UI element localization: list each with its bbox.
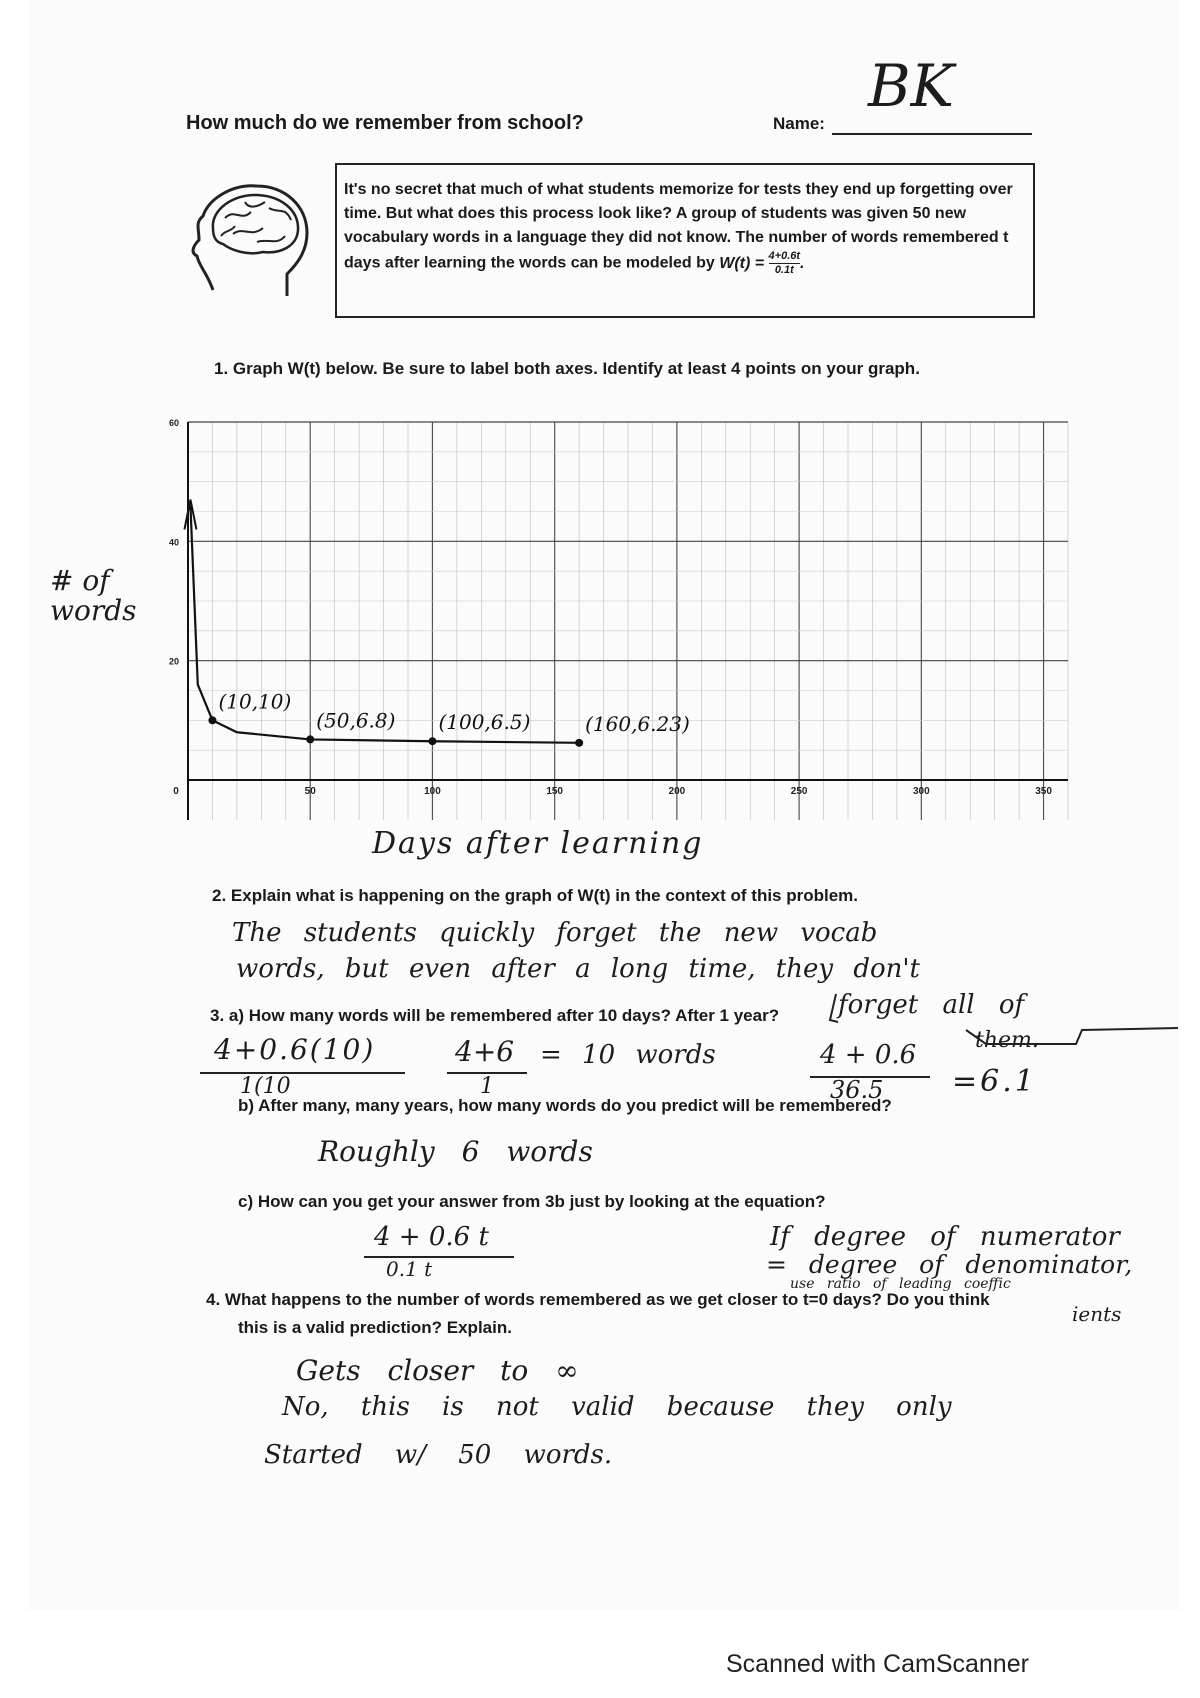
- x-tick-label: 350: [1035, 786, 1052, 797]
- answer-3c-line4: ients: [1072, 1302, 1122, 1326]
- name-line: [832, 133, 1032, 135]
- answer-3a-num3: 4 + 0.6: [820, 1040, 917, 1070]
- name-signature: BK: [868, 52, 954, 120]
- x-tick-label: 250: [790, 786, 808, 797]
- question-1: 1. Graph W(t) below. Be sure to label both axes. Identify at least 4 points on your graph.: [214, 359, 920, 378]
- answer-3a-den2: 1: [480, 1074, 494, 1099]
- data-point-label: (100,6.5): [438, 710, 531, 735]
- question-4-line1: 4. What happens to the number of words remembered as we get closer to t=0 days? Do you think: [206, 1290, 990, 1309]
- question-4-line2: this is a valid prediction? Explain.: [238, 1318, 512, 1337]
- formula-numerator: 4+0.6t: [768, 250, 801, 262]
- x-tick-label: 150: [546, 786, 564, 797]
- graph-w-of-t: [160, 410, 1080, 830]
- fraction-bar-1: [200, 1072, 405, 1074]
- data-point: [428, 737, 436, 745]
- x-tick-label: 0: [173, 786, 179, 797]
- formula-lhs: W(t) =: [719, 254, 765, 272]
- answer-2-side2: them.: [975, 1028, 1039, 1053]
- y-tick-label: 60: [168, 418, 180, 428]
- page-title: How much do we remember from school?: [186, 112, 584, 134]
- name-label: Name:: [773, 114, 825, 133]
- x-tick-label: 100: [424, 786, 441, 797]
- answer-3c-line1: If degree of numerator: [770, 1222, 1120, 1252]
- answer-3c-den: 0.1 t: [386, 1257, 433, 1281]
- answer-2-line1: The students quickly forget the new vocab: [232, 918, 878, 948]
- answer-3a-result: = 10 words: [540, 1040, 716, 1070]
- intro-paragraph: It's no secret that much of what students memorize for tests they end up forgetting over time. But what does this process look like? A group of students was given 50 new vocabulary words in a language they did not know. The number of words remembered t days after learning the words can be modeled by: [344, 181, 1013, 272]
- answer-3a-result2: =6.1: [952, 1064, 1037, 1099]
- y-tick-label: 40: [168, 537, 180, 548]
- answer-3a-num1: 4+0.6(10): [214, 1033, 376, 1066]
- answer-4-line2: No, this is not valid because they only: [282, 1392, 952, 1422]
- data-point: [306, 735, 314, 743]
- answer-3a-den1: 1(10: [240, 1074, 291, 1099]
- data-point-label: (160,6.23): [585, 711, 690, 736]
- data-point: [208, 716, 216, 724]
- answer-3a-num2: 4+6: [455, 1035, 515, 1068]
- brain-head-icon: [185, 178, 315, 303]
- x-axis-label: Days after learning: [372, 826, 704, 861]
- answer-2-side1: forget all of: [838, 990, 1025, 1020]
- data-point-label: (50,6.8): [316, 708, 396, 733]
- formula: [719, 250, 805, 276]
- question-3c: c) How can you get your answer from 3b just by looking at the equation?: [238, 1192, 826, 1211]
- formula-denominator: 0.1t: [774, 264, 794, 276]
- x-tick-label: 50: [304, 786, 316, 797]
- formula-fraction: [769, 250, 801, 277]
- x-tick-label: 300: [912, 786, 930, 797]
- scanner-watermark: Scanned with CamScanner: [726, 1650, 1029, 1678]
- intro-text: [344, 178, 1034, 277]
- question-3b: b) After many, many years, how many words do you predict will be remembered?: [238, 1096, 892, 1115]
- data-point: [575, 739, 583, 747]
- answer-3c-line2: = degree of denominator,: [766, 1250, 1133, 1279]
- answer-2-line2: words, but even after a long time, they don't: [236, 954, 920, 984]
- data-point-label: (10,10): [218, 689, 292, 714]
- y-tick-label: 20: [168, 656, 180, 667]
- formula-period: .: [800, 254, 805, 272]
- answer-3c-line3: use ratio of leading coeffic: [790, 1276, 1011, 1292]
- y-axis-label: # of words: [50, 564, 137, 627]
- answer-3c-num: 4 + 0.6 t: [374, 1222, 489, 1252]
- answer-3a-den3: 36.5: [830, 1076, 884, 1104]
- x-tick-label: 200: [668, 786, 686, 797]
- question-2: 2. Explain what is happening on the graph of W(t) in the context of this problem.: [212, 886, 859, 905]
- answer-4-line3: Started w/ 50 words.: [264, 1440, 613, 1470]
- answer-4-line1: Gets closer to ∞: [296, 1354, 579, 1387]
- question-3a: 3. a) How many words will be remembered after 10 days? After 1 year?: [210, 1006, 780, 1025]
- answer-3b: Roughly 6 words: [318, 1135, 593, 1168]
